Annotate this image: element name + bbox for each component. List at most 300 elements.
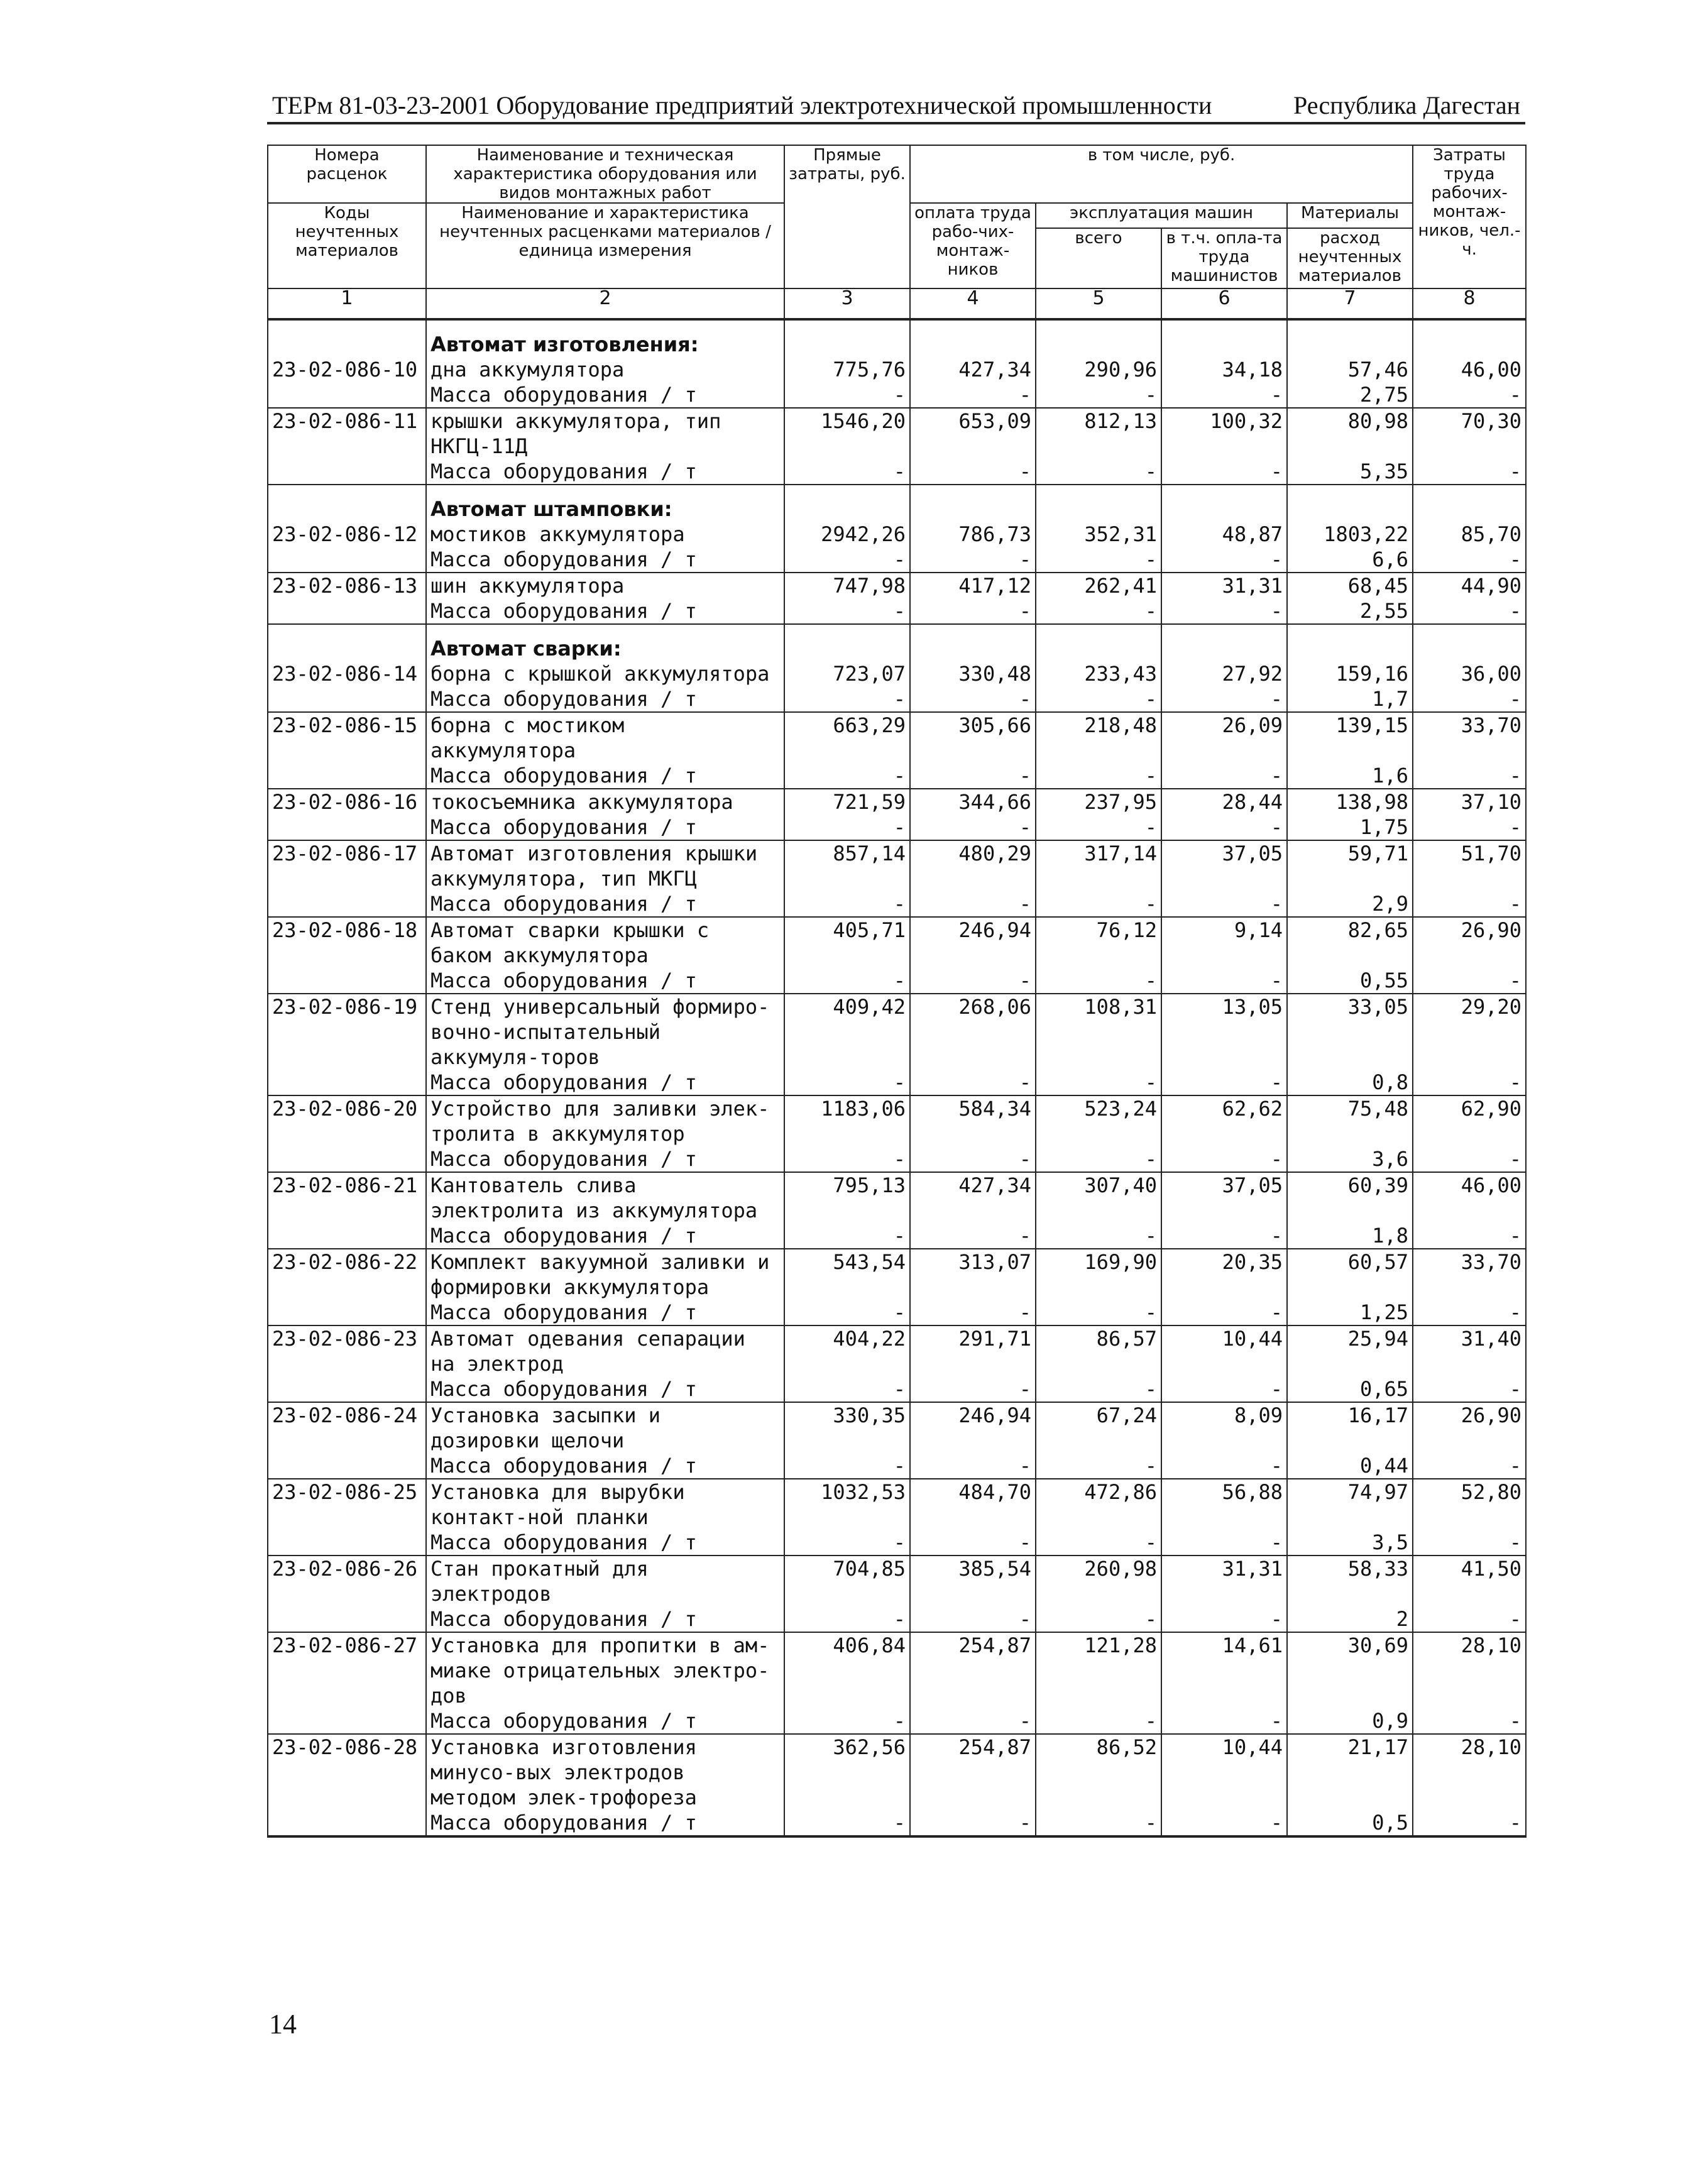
direct-cost-cell: 704,85 <box>784 1556 910 1606</box>
labor-hours-cell: 36,00 <box>1413 661 1526 686</box>
machine-total-cell: - <box>1036 382 1161 408</box>
materials-header: Материалы <box>1287 203 1413 228</box>
table-row <box>268 840 1526 891</box>
direct-cost-cell: 723,07 <box>784 661 910 686</box>
labor-pay-cell: 291,71 <box>910 1325 1036 1376</box>
mass-row <box>268 815 1526 840</box>
machine-total-cell <box>1036 624 1161 661</box>
mass-row <box>268 1223 1526 1249</box>
rate-code: 23-02-086-15 <box>268 712 426 763</box>
labor-pay-cell <box>910 319 1036 357</box>
machinist-pay-cell: - <box>1161 968 1287 994</box>
machine-total-cell <box>1036 319 1161 357</box>
labor-hours-cell: - <box>1413 1376 1526 1402</box>
item-name: крышки аккумулятора, тип НКГЦ-11Д <box>426 408 784 459</box>
column-numbers-row <box>268 288 1526 319</box>
labor-hours-cell: 28,10 <box>1413 1734 1526 1810</box>
group-title: Автомат штамповки: <box>426 485 784 522</box>
direct-cost-cell: - <box>784 1376 910 1402</box>
labor-hours-cell: 51,70 <box>1413 840 1526 891</box>
machine-total-cell: 86,57 <box>1036 1325 1161 1376</box>
rate-code: 23-02-086-13 <box>268 573 426 598</box>
labor-hours-cell: - <box>1413 1070 1526 1095</box>
machine-total-cell: - <box>1036 1810 1161 1836</box>
materials-consumption-cell <box>1287 319 1413 357</box>
materials-consumption-cell: 74,97 <box>1287 1479 1413 1530</box>
labor-hours-cell: 31,40 <box>1413 1325 1526 1376</box>
item-name: борна с мостиком аккумулятора <box>426 712 784 763</box>
table-row <box>268 1556 1526 1606</box>
running-header <box>267 88 1525 124</box>
labor-hours-cell: - <box>1413 547 1526 573</box>
rate-code <box>268 459 426 485</box>
direct-cost-cell: 404,22 <box>784 1325 910 1376</box>
machine-total-cell: 108,31 <box>1036 994 1161 1070</box>
machine-total-cell: 233,43 <box>1036 661 1161 686</box>
direct-cost-cell: 543,54 <box>784 1249 910 1300</box>
table-row <box>268 1325 1526 1376</box>
machine-total-cell: - <box>1036 1376 1161 1402</box>
rate-code: 23-02-086-26 <box>268 1556 426 1606</box>
labor-pay-cell: 427,34 <box>910 1172 1036 1223</box>
col-number: 5 <box>1036 288 1161 319</box>
table-row <box>268 1095 1526 1146</box>
table-row <box>268 408 1526 459</box>
machinist-pay-cell: 10,44 <box>1161 1734 1287 1810</box>
labor-hours-cell: 29,20 <box>1413 994 1526 1070</box>
rate-code <box>268 891 426 917</box>
col-number: 8 <box>1413 288 1526 319</box>
labor-hours-cell: - <box>1413 968 1526 994</box>
labor-hours-cell: 52,80 <box>1413 1479 1526 1530</box>
machine-total-cell: 237,95 <box>1036 789 1161 815</box>
direct-cost-cell: 409,42 <box>784 994 910 1070</box>
materials-consumption-cell: 21,17 <box>1287 1734 1413 1810</box>
materials-consumption-cell: 2 <box>1287 1606 1413 1632</box>
table-row <box>268 1249 1526 1300</box>
item-name: Масса оборудования / т <box>426 1530 784 1556</box>
labor-hours-cell: 37,10 <box>1413 789 1526 815</box>
labor-hours-cell: - <box>1413 1453 1526 1479</box>
machinist-pay-cell: - <box>1161 1708 1287 1734</box>
labor-hours-cell: 46,00 <box>1413 357 1526 382</box>
item-name: Масса оборудования / т <box>426 1708 784 1734</box>
machinist-pay-cell: 27,92 <box>1161 661 1287 686</box>
materials-consumption-cell: 33,05 <box>1287 994 1413 1070</box>
labor-pay-cell: 246,94 <box>910 1402 1036 1453</box>
machine-total-cell: 523,24 <box>1036 1095 1161 1146</box>
labor-hours-cell: - <box>1413 459 1526 485</box>
item-name: Масса оборудования / т <box>426 1810 784 1836</box>
item-name: Масса оборудования / т <box>426 1070 784 1095</box>
materials-consumption-cell: 5,35 <box>1287 459 1413 485</box>
table-row <box>268 789 1526 815</box>
labor-hours-cell: 85,70 <box>1413 522 1526 547</box>
machine-total-cell: 218,48 <box>1036 712 1161 763</box>
machine-total-cell: - <box>1036 459 1161 485</box>
direct-cost-cell: - <box>784 1708 910 1734</box>
machine-total-cell: 262,41 <box>1036 573 1161 598</box>
machine-total-cell: - <box>1036 1300 1161 1325</box>
materials-consumption-cell <box>1287 624 1413 661</box>
machinist-pay-cell: 28,44 <box>1161 789 1287 815</box>
labor-pay-cell: - <box>910 891 1036 917</box>
labor-hours-cell: - <box>1413 763 1526 789</box>
machinist-pay-cell: - <box>1161 1300 1287 1325</box>
col1-bottom-header: Коды неучтенных материалов <box>268 203 426 288</box>
machine-total-cell: 121,28 <box>1036 1632 1161 1708</box>
col-number: 3 <box>784 288 910 319</box>
item-name: мостиков аккумулятора <box>426 522 784 547</box>
machinist-pay-cell: 10,44 <box>1161 1325 1287 1376</box>
materials-consumption-cell <box>1287 485 1413 522</box>
direct-cost-cell: 2942,26 <box>784 522 910 547</box>
direct-cost-cell: - <box>784 1070 910 1095</box>
direct-cost-cell: 330,35 <box>784 1402 910 1453</box>
rate-code <box>268 1070 426 1095</box>
direct-cost-cell: 1032,53 <box>784 1479 910 1530</box>
item-name: Стенд универсальный формиро-вочно-испытательный аккумуля-торов <box>426 994 784 1070</box>
materials-consumption-cell: 80,98 <box>1287 408 1413 459</box>
mass-row <box>268 382 1526 408</box>
machine-total-cell: 169,90 <box>1036 1249 1161 1300</box>
direct-cost-cell: - <box>784 1530 910 1556</box>
labor-pay-cell: 584,34 <box>910 1095 1036 1146</box>
labor-pay-cell: - <box>910 815 1036 840</box>
labor-hours-cell: - <box>1413 1223 1526 1249</box>
machinist-pay-cell: - <box>1161 1530 1287 1556</box>
table-row <box>268 522 1526 547</box>
machinist-pay-cell: 26,09 <box>1161 712 1287 763</box>
rate-code: 23-02-086-19 <box>268 994 426 1070</box>
labor-pay-cell: 313,07 <box>910 1249 1036 1300</box>
page-number: 14 <box>269 2009 297 2039</box>
materials-consumption-cell: 0,65 <box>1287 1376 1413 1402</box>
mass-row <box>268 459 1526 485</box>
machinist-pay-cell <box>1161 319 1287 357</box>
materials-consumption-cell: 1803,22 <box>1287 522 1413 547</box>
direct-cost-cell: - <box>784 1606 910 1632</box>
materials-consumption-cell: 25,94 <box>1287 1325 1413 1376</box>
item-name: Масса оборудования / т <box>426 1146 784 1172</box>
machine-total-cell: 307,40 <box>1036 1172 1161 1223</box>
direct-cost-cell: 1183,06 <box>784 1095 910 1146</box>
labor-pay-cell: - <box>910 1070 1036 1095</box>
item-name: Установка изготовления минусо-вых электродов методом элек-трофореза <box>426 1734 784 1810</box>
item-name: Установка засыпки и дозировки щелочи <box>426 1402 784 1453</box>
labor-pay-cell: - <box>910 968 1036 994</box>
machine-total-cell: - <box>1036 1223 1161 1249</box>
rate-code: 23-02-086-16 <box>268 789 426 815</box>
labor-pay-cell: - <box>910 1708 1036 1734</box>
rate-code: 23-02-086-24 <box>268 1402 426 1453</box>
item-name: Масса оборудования / т <box>426 815 784 840</box>
mass-row <box>268 547 1526 573</box>
direct-cost-cell: - <box>784 968 910 994</box>
machinist-pay-cell: - <box>1161 1223 1287 1249</box>
machinist-pay-cell: - <box>1161 815 1287 840</box>
exploitation-header: эксплуатация машин <box>1036 203 1287 228</box>
item-name: Установка для пропитки в ам-миаке отрицательных электро-дов <box>426 1632 784 1708</box>
materials-consumption-cell: 1,25 <box>1287 1300 1413 1325</box>
table-row <box>268 1402 1526 1453</box>
machine-total-cell: 86,52 <box>1036 1734 1161 1810</box>
item-name: Масса оборудования / т <box>426 1606 784 1632</box>
materials-consumption-cell: 0,9 <box>1287 1708 1413 1734</box>
labor-pay-cell: 427,34 <box>910 357 1036 382</box>
rate-code: 23-02-086-14 <box>268 661 426 686</box>
labor-pay-cell: 480,29 <box>910 840 1036 891</box>
rate-code <box>268 686 426 712</box>
machine-total-cell: 67,24 <box>1036 1402 1161 1453</box>
item-name: шин аккумулятора <box>426 573 784 598</box>
direct-cost-cell: 406,84 <box>784 1632 910 1708</box>
direct-cost-cell: - <box>784 459 910 485</box>
machine-total-cell: - <box>1036 1530 1161 1556</box>
group-row <box>268 485 1526 522</box>
col-number: 2 <box>426 288 784 319</box>
labor-pay-cell: 268,06 <box>910 994 1036 1070</box>
group-row <box>268 624 1526 661</box>
rate-code: 23-02-086-10 <box>268 357 426 382</box>
machinist-pay-cell: 8,09 <box>1161 1402 1287 1453</box>
item-name: Установка для вырубки контакт-ной планки <box>426 1479 784 1530</box>
machinist-pay-cell: 37,05 <box>1161 840 1287 891</box>
rate-code <box>268 968 426 994</box>
machinist-pay-cell: 62,62 <box>1161 1095 1287 1146</box>
machine-total-cell: - <box>1036 763 1161 789</box>
labor-hours-cell: 44,90 <box>1413 573 1526 598</box>
labor-hours-cell: - <box>1413 598 1526 624</box>
col5-header: всего <box>1036 228 1161 288</box>
rate-code <box>268 624 426 661</box>
machine-total-cell: 472,86 <box>1036 1479 1161 1530</box>
mass-row <box>268 1300 1526 1325</box>
direct-cost-cell: 663,29 <box>784 712 910 763</box>
rate-code <box>268 1223 426 1249</box>
machinist-pay-cell: - <box>1161 598 1287 624</box>
table-row <box>268 994 1526 1070</box>
materials-consumption-cell: 1,8 <box>1287 1223 1413 1249</box>
machinist-pay-cell: - <box>1161 382 1287 408</box>
item-name: дна аккумулятора <box>426 357 784 382</box>
rate-code: 23-02-086-28 <box>268 1734 426 1810</box>
machinist-pay-cell: - <box>1161 891 1287 917</box>
machinist-pay-cell: - <box>1161 763 1287 789</box>
mass-row <box>268 1376 1526 1402</box>
item-name: Масса оборудования / т <box>426 891 784 917</box>
machine-total-cell: 260,98 <box>1036 1556 1161 1606</box>
direct-cost-cell: - <box>784 1300 910 1325</box>
rate-code: 23-02-086-20 <box>268 1095 426 1146</box>
rate-code: 23-02-086-18 <box>268 917 426 968</box>
labor-pay-cell: - <box>910 1810 1036 1836</box>
labor-pay-cell: 786,73 <box>910 522 1036 547</box>
mass-row <box>268 1810 1526 1836</box>
col3-header: Прямые затраты, руб. <box>784 145 910 288</box>
labor-hours-cell <box>1413 485 1526 522</box>
col-number: 7 <box>1287 288 1413 319</box>
materials-consumption-cell: 3,6 <box>1287 1146 1413 1172</box>
machinist-pay-cell: 9,14 <box>1161 917 1287 968</box>
direct-cost-cell: - <box>784 598 910 624</box>
header-region: Республика Дагестан <box>1293 91 1520 119</box>
table-row <box>268 661 1526 686</box>
direct-cost-cell: - <box>784 891 910 917</box>
direct-cost-cell: 795,13 <box>784 1172 910 1223</box>
labor-pay-cell: 344,66 <box>910 789 1036 815</box>
col2-top-header: Наименование и техническая характеристика оборудования или видов монтажных работ <box>426 145 784 203</box>
materials-consumption-cell: 82,65 <box>1287 917 1413 968</box>
table-row <box>268 357 1526 382</box>
col-number: 6 <box>1161 288 1287 319</box>
machinist-pay-cell: 13,05 <box>1161 994 1287 1070</box>
direct-cost-cell: 362,56 <box>784 1734 910 1810</box>
labor-pay-cell: - <box>910 1300 1036 1325</box>
direct-cost-cell: - <box>784 763 910 789</box>
direct-cost-cell: 721,59 <box>784 789 910 815</box>
machine-total-cell: - <box>1036 891 1161 917</box>
labor-hours-cell: - <box>1413 1530 1526 1556</box>
rate-code <box>268 1810 426 1836</box>
rate-code <box>268 1146 426 1172</box>
labor-hours-cell: - <box>1413 1146 1526 1172</box>
direct-cost-cell: 1546,20 <box>784 408 910 459</box>
materials-consumption-cell: 2,75 <box>1287 382 1413 408</box>
labor-pay-cell: - <box>910 1223 1036 1249</box>
machine-total-cell: - <box>1036 1708 1161 1734</box>
machine-total-cell: - <box>1036 686 1161 712</box>
direct-cost-cell: - <box>784 547 910 573</box>
labor-pay-cell: - <box>910 547 1036 573</box>
direct-cost-cell <box>784 319 910 357</box>
incl-header: в том числе, руб. <box>910 145 1413 203</box>
mass-row <box>268 1708 1526 1734</box>
machinist-pay-cell: - <box>1161 459 1287 485</box>
item-name: Масса оборудования / т <box>426 382 784 408</box>
materials-consumption-cell: 16,17 <box>1287 1402 1413 1453</box>
materials-consumption-cell: 1,75 <box>1287 815 1413 840</box>
direct-cost-cell: - <box>784 686 910 712</box>
labor-pay-cell: - <box>910 1376 1036 1402</box>
rate-code: 23-02-086-25 <box>268 1479 426 1530</box>
labor-pay-cell: 246,94 <box>910 917 1036 968</box>
labor-hours-cell: - <box>1413 686 1526 712</box>
machinist-pay-cell: 14,61 <box>1161 1632 1287 1708</box>
machinist-pay-cell: - <box>1161 547 1287 573</box>
labor-hours-cell: - <box>1413 1300 1526 1325</box>
labor-hours-cell <box>1413 624 1526 661</box>
item-name: Масса оборудования / т <box>426 763 784 789</box>
materials-consumption-cell: 1,6 <box>1287 763 1413 789</box>
rate-code <box>268 1376 426 1402</box>
labor-pay-cell: - <box>910 459 1036 485</box>
mass-row <box>268 598 1526 624</box>
table-row <box>268 1172 1526 1223</box>
rate-code <box>268 485 426 522</box>
machinist-pay-cell <box>1161 624 1287 661</box>
materials-consumption-cell: 30,69 <box>1287 1632 1413 1708</box>
labor-hours-cell: - <box>1413 1810 1526 1836</box>
direct-cost-cell <box>784 624 910 661</box>
rate-code: 23-02-086-12 <box>268 522 426 547</box>
machine-total-cell: - <box>1036 1606 1161 1632</box>
labor-hours-cell: 70,30 <box>1413 408 1526 459</box>
item-name: Масса оборудования / т <box>426 686 784 712</box>
col7-header: расход неучтенных материалов <box>1287 228 1413 288</box>
labor-pay-cell: - <box>910 1530 1036 1556</box>
item-name: Устройство для заливки элек-тролита в аккумулятор <box>426 1095 784 1146</box>
rate-code: 23-02-086-11 <box>268 408 426 459</box>
materials-consumption-cell: 68,45 <box>1287 573 1413 598</box>
col4-header: оплата труда рабо-чих-монтаж-ников <box>910 203 1036 288</box>
direct-cost-cell <box>784 485 910 522</box>
direct-cost-cell: 857,14 <box>784 840 910 891</box>
machine-total-cell: - <box>1036 968 1161 994</box>
materials-consumption-cell: 59,71 <box>1287 840 1413 891</box>
col1-top-header: Номера расценок <box>268 145 426 203</box>
mass-row <box>268 891 1526 917</box>
labor-pay-cell: 305,66 <box>910 712 1036 763</box>
labor-hours-cell: 33,70 <box>1413 1249 1526 1300</box>
mass-row <box>268 1530 1526 1556</box>
materials-consumption-cell: 0,5 <box>1287 1810 1413 1836</box>
item-name: Автомат сварки крышки с баком аккумулятора <box>426 917 784 968</box>
machine-total-cell: 352,31 <box>1036 522 1161 547</box>
machine-total-cell: - <box>1036 815 1161 840</box>
item-name: Автомат изготовления крышки аккумулятора, тип МКГЦ <box>426 840 784 891</box>
labor-pay-cell: - <box>910 686 1036 712</box>
col-number: 1 <box>268 288 426 319</box>
item-name: Масса оборудования / т <box>426 459 784 485</box>
rate-code <box>268 1453 426 1479</box>
item-name: Автомат одевания сепарации на электрод <box>426 1325 784 1376</box>
rate-code <box>268 1708 426 1734</box>
materials-consumption-cell: 0,55 <box>1287 968 1413 994</box>
materials-consumption-cell: 6,6 <box>1287 547 1413 573</box>
rate-code <box>268 319 426 357</box>
materials-consumption-cell: 75,48 <box>1287 1095 1413 1146</box>
machine-total-cell: - <box>1036 598 1161 624</box>
header-title: ТЕРм 81-03-23-2001 Оборудование предприятий электротехнической промышленности <box>272 91 1212 119</box>
rate-code: 23-02-086-23 <box>268 1325 426 1376</box>
labor-pay-cell: 330,48 <box>910 661 1036 686</box>
materials-consumption-cell: 138,98 <box>1287 789 1413 815</box>
labor-pay-cell: - <box>910 763 1036 789</box>
materials-consumption-cell: 139,15 <box>1287 712 1413 763</box>
machinist-pay-cell: 20,35 <box>1161 1249 1287 1300</box>
labor-hours-cell: 46,00 <box>1413 1172 1526 1223</box>
labor-pay-cell: 385,54 <box>910 1556 1036 1606</box>
group-title: Автомат изготовления: <box>426 319 784 357</box>
labor-pay-cell: 484,70 <box>910 1479 1036 1530</box>
labor-hours-cell: - <box>1413 891 1526 917</box>
rate-code: 23-02-086-22 <box>268 1249 426 1300</box>
mass-row <box>268 1453 1526 1479</box>
direct-cost-cell: 747,98 <box>784 573 910 598</box>
mass-row <box>268 686 1526 712</box>
item-name: Масса оборудования / т <box>426 547 784 573</box>
machine-total-cell: 290,96 <box>1036 357 1161 382</box>
rate-code <box>268 598 426 624</box>
labor-pay-cell: - <box>910 1146 1036 1172</box>
machinist-pay-cell: - <box>1161 1810 1287 1836</box>
group-row <box>268 319 1526 357</box>
machinist-pay-cell: 56,88 <box>1161 1479 1287 1530</box>
direct-cost-cell: - <box>784 1223 910 1249</box>
rate-code: 23-02-086-27 <box>268 1632 426 1708</box>
machine-total-cell: - <box>1036 547 1161 573</box>
